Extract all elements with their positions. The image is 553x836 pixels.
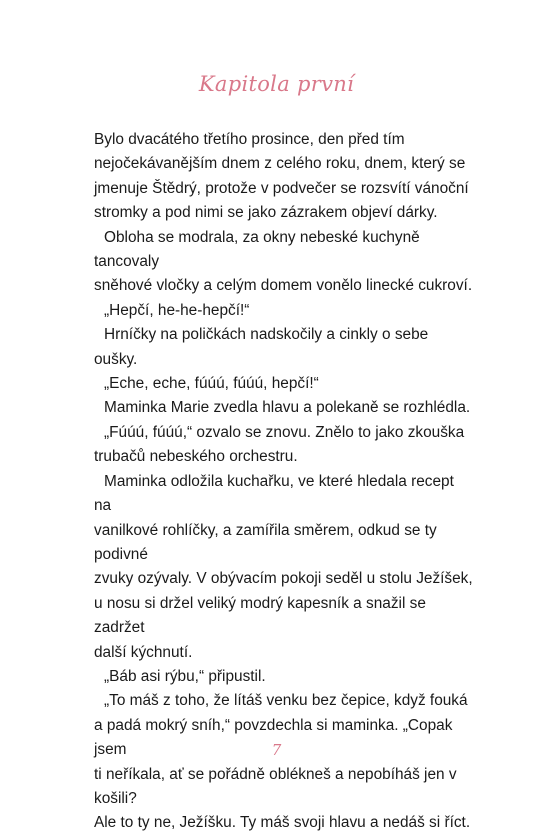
chapter-body	[94, 128, 474, 836]
paragraph: Bylo dvacátého třetího prosince, den před tím nejočekávanějším dnem z celého roku, dnem, který se jmenuje Štědrý, protože v podvečer se rozsvítí vánoční stromky a pod nimi se jako zázrakem objeví dárky.	[94, 131, 469, 222]
paragraph: „To máš z toho, že lítáš venku bez čepice, když fouká a padá mokrý sníh,“ povzdechla si maminka. „Copak jsem ti neříkala, ať se pořádně oblékneš a nepobíháš jen v košili? Ale to ty ne, Ježíšku. Ty máš svoji hlavu a nedáš si říct.	[94, 692, 471, 832]
chapter-title: Kapitola první	[198, 72, 355, 96]
paragraph: Maminka odložila kuchařku, ve které hledala recept na vanilkové rohlíčky, a zamířila směrem, odkud se ty podivné zvuky ozývaly. V obývacím pokoji seděl u stolu Ježíšek, u nosu si držel veliký modrý kapesník a snažil se zadržet další kýchnutí.	[94, 472, 473, 661]
paragraph: „Hepčí, he-he-hepčí!“	[104, 301, 250, 319]
paragraph: Maminka Marie zvedla hlavu a polekaně se rozhlédla.	[104, 399, 471, 417]
page-number: 7	[271, 741, 282, 759]
paragraph: Hrníčky na poličkách nadskočily a cinkly o sebe oušky.	[94, 326, 429, 368]
paragraph: „Fúúú, fúúú,“ ozvalo se znovu. Znělo to jako zkouška trubačů nebeského orchestru.	[94, 423, 465, 466]
paragraph: Obloha se modrala, za okny nebeské kuchyně tancovaly sněhové vločky a celým domem vonělo linecké cukroví.	[94, 228, 473, 295]
paragraph: „Báb asi rýbu,“ připustil.	[104, 667, 266, 685]
paragraph: „Eche, eche, fúúú, fúúú, hepčí!“	[104, 375, 319, 393]
